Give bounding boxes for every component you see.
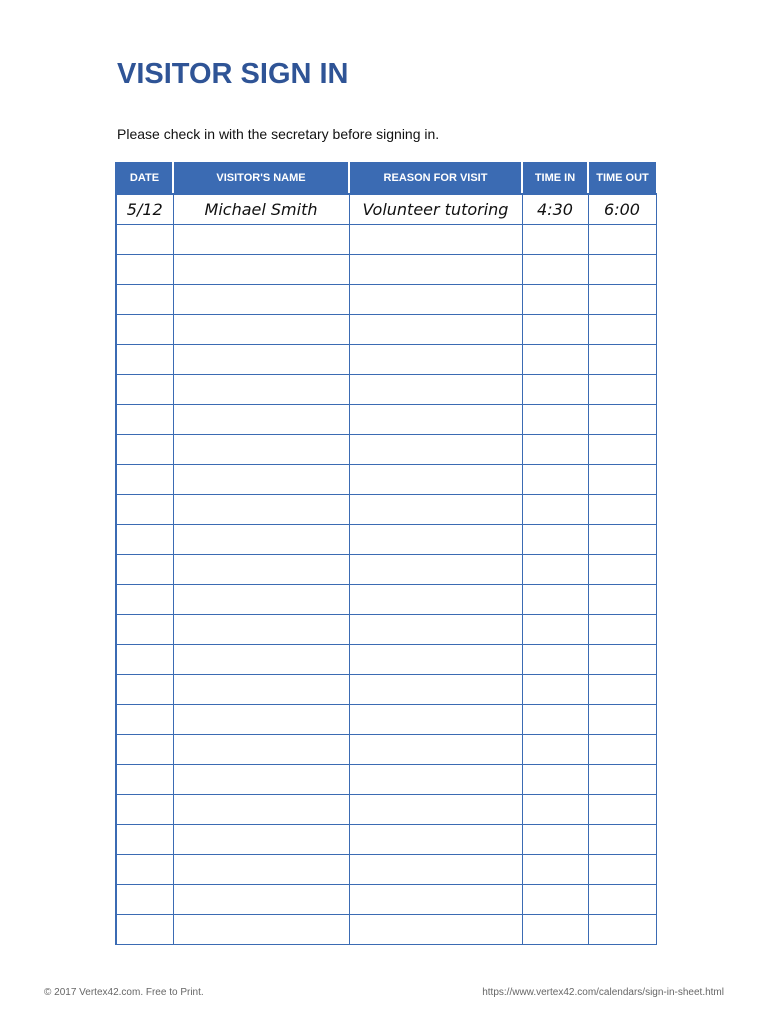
date-cell[interactable]	[116, 735, 173, 765]
table-row	[116, 855, 656, 885]
date-cell[interactable]	[116, 555, 173, 585]
visitor-name-cell[interactable]	[173, 225, 349, 255]
visitor-name-cell[interactable]	[173, 825, 349, 855]
reason-cell[interactable]	[349, 675, 522, 705]
reason-cell[interactable]	[349, 855, 522, 885]
time-out-cell[interactable]	[588, 345, 656, 375]
table-row	[116, 915, 656, 945]
column-header-date: DATE	[116, 162, 173, 194]
time-in-cell[interactable]	[522, 765, 588, 795]
date-cell[interactable]	[116, 615, 173, 645]
visitor-name-cell[interactable]	[173, 765, 349, 795]
time-out-cell[interactable]	[588, 705, 656, 735]
time-in-cell[interactable]	[522, 375, 588, 405]
date-cell[interactable]	[116, 285, 173, 315]
time-out-cell[interactable]	[588, 885, 656, 915]
visitor-name-cell[interactable]	[173, 255, 349, 285]
time-in-cell[interactable]	[522, 705, 588, 735]
instructions-text: Please check in with the secretary before signing in.	[117, 126, 440, 142]
time-in-cell[interactable]	[522, 495, 588, 525]
time-in-cell[interactable]: 4:30	[522, 194, 588, 225]
column-header-time-out: TIME OUT	[588, 162, 656, 194]
reason-cell[interactable]	[349, 465, 522, 495]
table-row	[116, 735, 656, 765]
reason-cell[interactable]	[349, 885, 522, 915]
time-out-cell[interactable]	[588, 615, 656, 645]
time-out-cell[interactable]	[588, 675, 656, 705]
visitor-name-cell[interactable]	[173, 315, 349, 345]
visitor-name-cell[interactable]	[173, 465, 349, 495]
visitor-name-cell[interactable]	[173, 615, 349, 645]
visitor-name-cell[interactable]	[173, 555, 349, 585]
time-in-cell[interactable]	[522, 435, 588, 465]
reason-cell[interactable]	[349, 795, 522, 825]
table-row	[116, 525, 656, 555]
visitor-name-cell[interactable]	[173, 375, 349, 405]
time-in-cell[interactable]	[522, 735, 588, 765]
time-in-cell[interactable]	[522, 405, 588, 435]
reason-cell[interactable]	[349, 255, 522, 285]
time-out-cell[interactable]	[588, 405, 656, 435]
time-out-cell[interactable]	[588, 585, 656, 615]
time-out-cell[interactable]	[588, 525, 656, 555]
reason-cell[interactable]	[349, 525, 522, 555]
column-header-reason: REASON FOR VISIT	[349, 162, 522, 194]
date-cell[interactable]	[116, 645, 173, 675]
table-row	[116, 285, 656, 315]
date-cell[interactable]	[116, 585, 173, 615]
reason-cell[interactable]	[349, 915, 522, 945]
table-row	[116, 435, 656, 465]
time-in-cell[interactable]	[522, 465, 588, 495]
reason-cell[interactable]	[349, 825, 522, 855]
table-row	[116, 555, 656, 585]
time-out-cell[interactable]	[588, 435, 656, 465]
date-cell[interactable]	[116, 435, 173, 465]
reason-cell[interactable]	[349, 585, 522, 615]
sign-in-table	[115, 162, 657, 945]
visitor-name-cell[interactable]	[173, 405, 349, 435]
time-out-cell[interactable]	[588, 255, 656, 285]
time-out-cell[interactable]	[588, 315, 656, 345]
visitor-name-cell[interactable]	[173, 645, 349, 675]
table-header-row	[116, 162, 656, 194]
time-out-cell[interactable]	[588, 225, 656, 255]
date-cell[interactable]	[116, 465, 173, 495]
time-out-cell[interactable]	[588, 795, 656, 825]
date-cell[interactable]	[116, 885, 173, 915]
time-out-cell[interactable]	[588, 495, 656, 525]
date-cell[interactable]: 5/12	[116, 194, 173, 225]
visitor-name-cell[interactable]: Michael Smith	[173, 194, 349, 225]
visitor-name-cell[interactable]	[173, 585, 349, 615]
time-in-cell[interactable]	[522, 645, 588, 675]
time-in-cell[interactable]	[522, 315, 588, 345]
time-in-cell[interactable]	[522, 225, 588, 255]
date-cell[interactable]	[116, 255, 173, 285]
table-row	[116, 345, 656, 375]
time-in-cell[interactable]	[522, 915, 588, 945]
visitor-name-cell[interactable]	[173, 435, 349, 465]
visitor-name-cell[interactable]	[173, 675, 349, 705]
date-cell[interactable]	[116, 705, 173, 735]
table-row	[116, 315, 656, 345]
table-row	[116, 465, 656, 495]
visitor-name-cell[interactable]	[173, 525, 349, 555]
table-row	[116, 825, 656, 855]
column-header-time-in: TIME IN	[522, 162, 588, 194]
reason-cell[interactable]	[349, 555, 522, 585]
column-header-visitor-name: VISITOR'S NAME	[173, 162, 349, 194]
visitor-name-cell[interactable]	[173, 855, 349, 885]
table-row	[116, 194, 656, 225]
time-in-cell[interactable]	[522, 285, 588, 315]
date-cell[interactable]	[116, 225, 173, 255]
table-row	[116, 615, 656, 645]
reason-cell[interactable]	[349, 735, 522, 765]
visitor-name-cell[interactable]	[173, 345, 349, 375]
time-in-cell[interactable]	[522, 855, 588, 885]
table-row	[116, 405, 656, 435]
table-row	[116, 255, 656, 285]
visitor-name-cell[interactable]	[173, 495, 349, 525]
reason-cell[interactable]	[349, 375, 522, 405]
date-cell[interactable]	[116, 495, 173, 525]
date-cell[interactable]	[116, 405, 173, 435]
reason-cell[interactable]	[349, 615, 522, 645]
table-row	[116, 375, 656, 405]
time-out-cell[interactable]	[588, 285, 656, 315]
reason-cell[interactable]	[349, 285, 522, 315]
reason-cell[interactable]	[349, 765, 522, 795]
date-cell[interactable]	[116, 855, 173, 885]
table-row	[116, 585, 656, 615]
time-out-cell[interactable]	[588, 465, 656, 495]
date-cell[interactable]	[116, 915, 173, 945]
reason-cell[interactable]	[349, 435, 522, 465]
time-in-cell[interactable]	[522, 525, 588, 555]
time-in-cell[interactable]	[522, 675, 588, 705]
time-out-cell[interactable]	[588, 765, 656, 795]
reason-cell[interactable]	[349, 315, 522, 345]
reason-cell[interactable]	[349, 645, 522, 675]
reason-cell[interactable]	[349, 225, 522, 255]
page-title: VISITOR SIGN IN	[117, 58, 349, 90]
date-cell[interactable]	[116, 525, 173, 555]
table-row	[116, 795, 656, 825]
visitor-name-cell[interactable]	[173, 885, 349, 915]
reason-cell[interactable]	[349, 705, 522, 735]
table-row	[116, 645, 656, 675]
time-in-cell[interactable]	[522, 885, 588, 915]
reason-cell[interactable]	[349, 405, 522, 435]
time-out-cell[interactable]	[588, 915, 656, 945]
time-out-cell[interactable]: 6:00	[588, 194, 656, 225]
time-in-cell[interactable]	[522, 615, 588, 645]
reason-cell[interactable]	[349, 495, 522, 525]
time-in-cell[interactable]	[522, 255, 588, 285]
table-row	[116, 675, 656, 705]
visitor-name-cell[interactable]	[173, 705, 349, 735]
time-out-cell[interactable]	[588, 825, 656, 855]
visitor-name-cell[interactable]	[173, 795, 349, 825]
visitor-name-cell[interactable]	[173, 915, 349, 945]
date-cell[interactable]	[116, 375, 173, 405]
table-row	[116, 705, 656, 735]
date-cell[interactable]	[116, 825, 173, 855]
time-out-cell[interactable]	[588, 645, 656, 675]
table-row	[116, 225, 656, 255]
time-out-cell[interactable]	[588, 375, 656, 405]
date-cell[interactable]	[116, 675, 173, 705]
time-in-cell[interactable]	[522, 585, 588, 615]
time-in-cell[interactable]	[522, 825, 588, 855]
date-cell[interactable]	[116, 795, 173, 825]
reason-cell[interactable]	[349, 345, 522, 375]
visitor-name-cell[interactable]	[173, 735, 349, 765]
table-row	[116, 765, 656, 795]
date-cell[interactable]	[116, 765, 173, 795]
reason-cell[interactable]: Volunteer tutoring	[349, 194, 522, 225]
time-out-cell[interactable]	[588, 735, 656, 765]
source-url-footer[interactable]: https://www.vertex42.com/calendars/sign-in-sheet.html	[482, 987, 724, 998]
time-out-cell[interactable]	[588, 855, 656, 885]
time-in-cell[interactable]	[522, 345, 588, 375]
time-out-cell[interactable]	[588, 555, 656, 585]
table-row	[116, 495, 656, 525]
table-row	[116, 885, 656, 915]
date-cell[interactable]	[116, 345, 173, 375]
date-cell[interactable]	[116, 315, 173, 345]
time-in-cell[interactable]	[522, 555, 588, 585]
visitor-name-cell[interactable]	[173, 285, 349, 315]
copyright-footer: © 2017 Vertex42.com. Free to Print.	[44, 987, 204, 998]
time-in-cell[interactable]	[522, 795, 588, 825]
